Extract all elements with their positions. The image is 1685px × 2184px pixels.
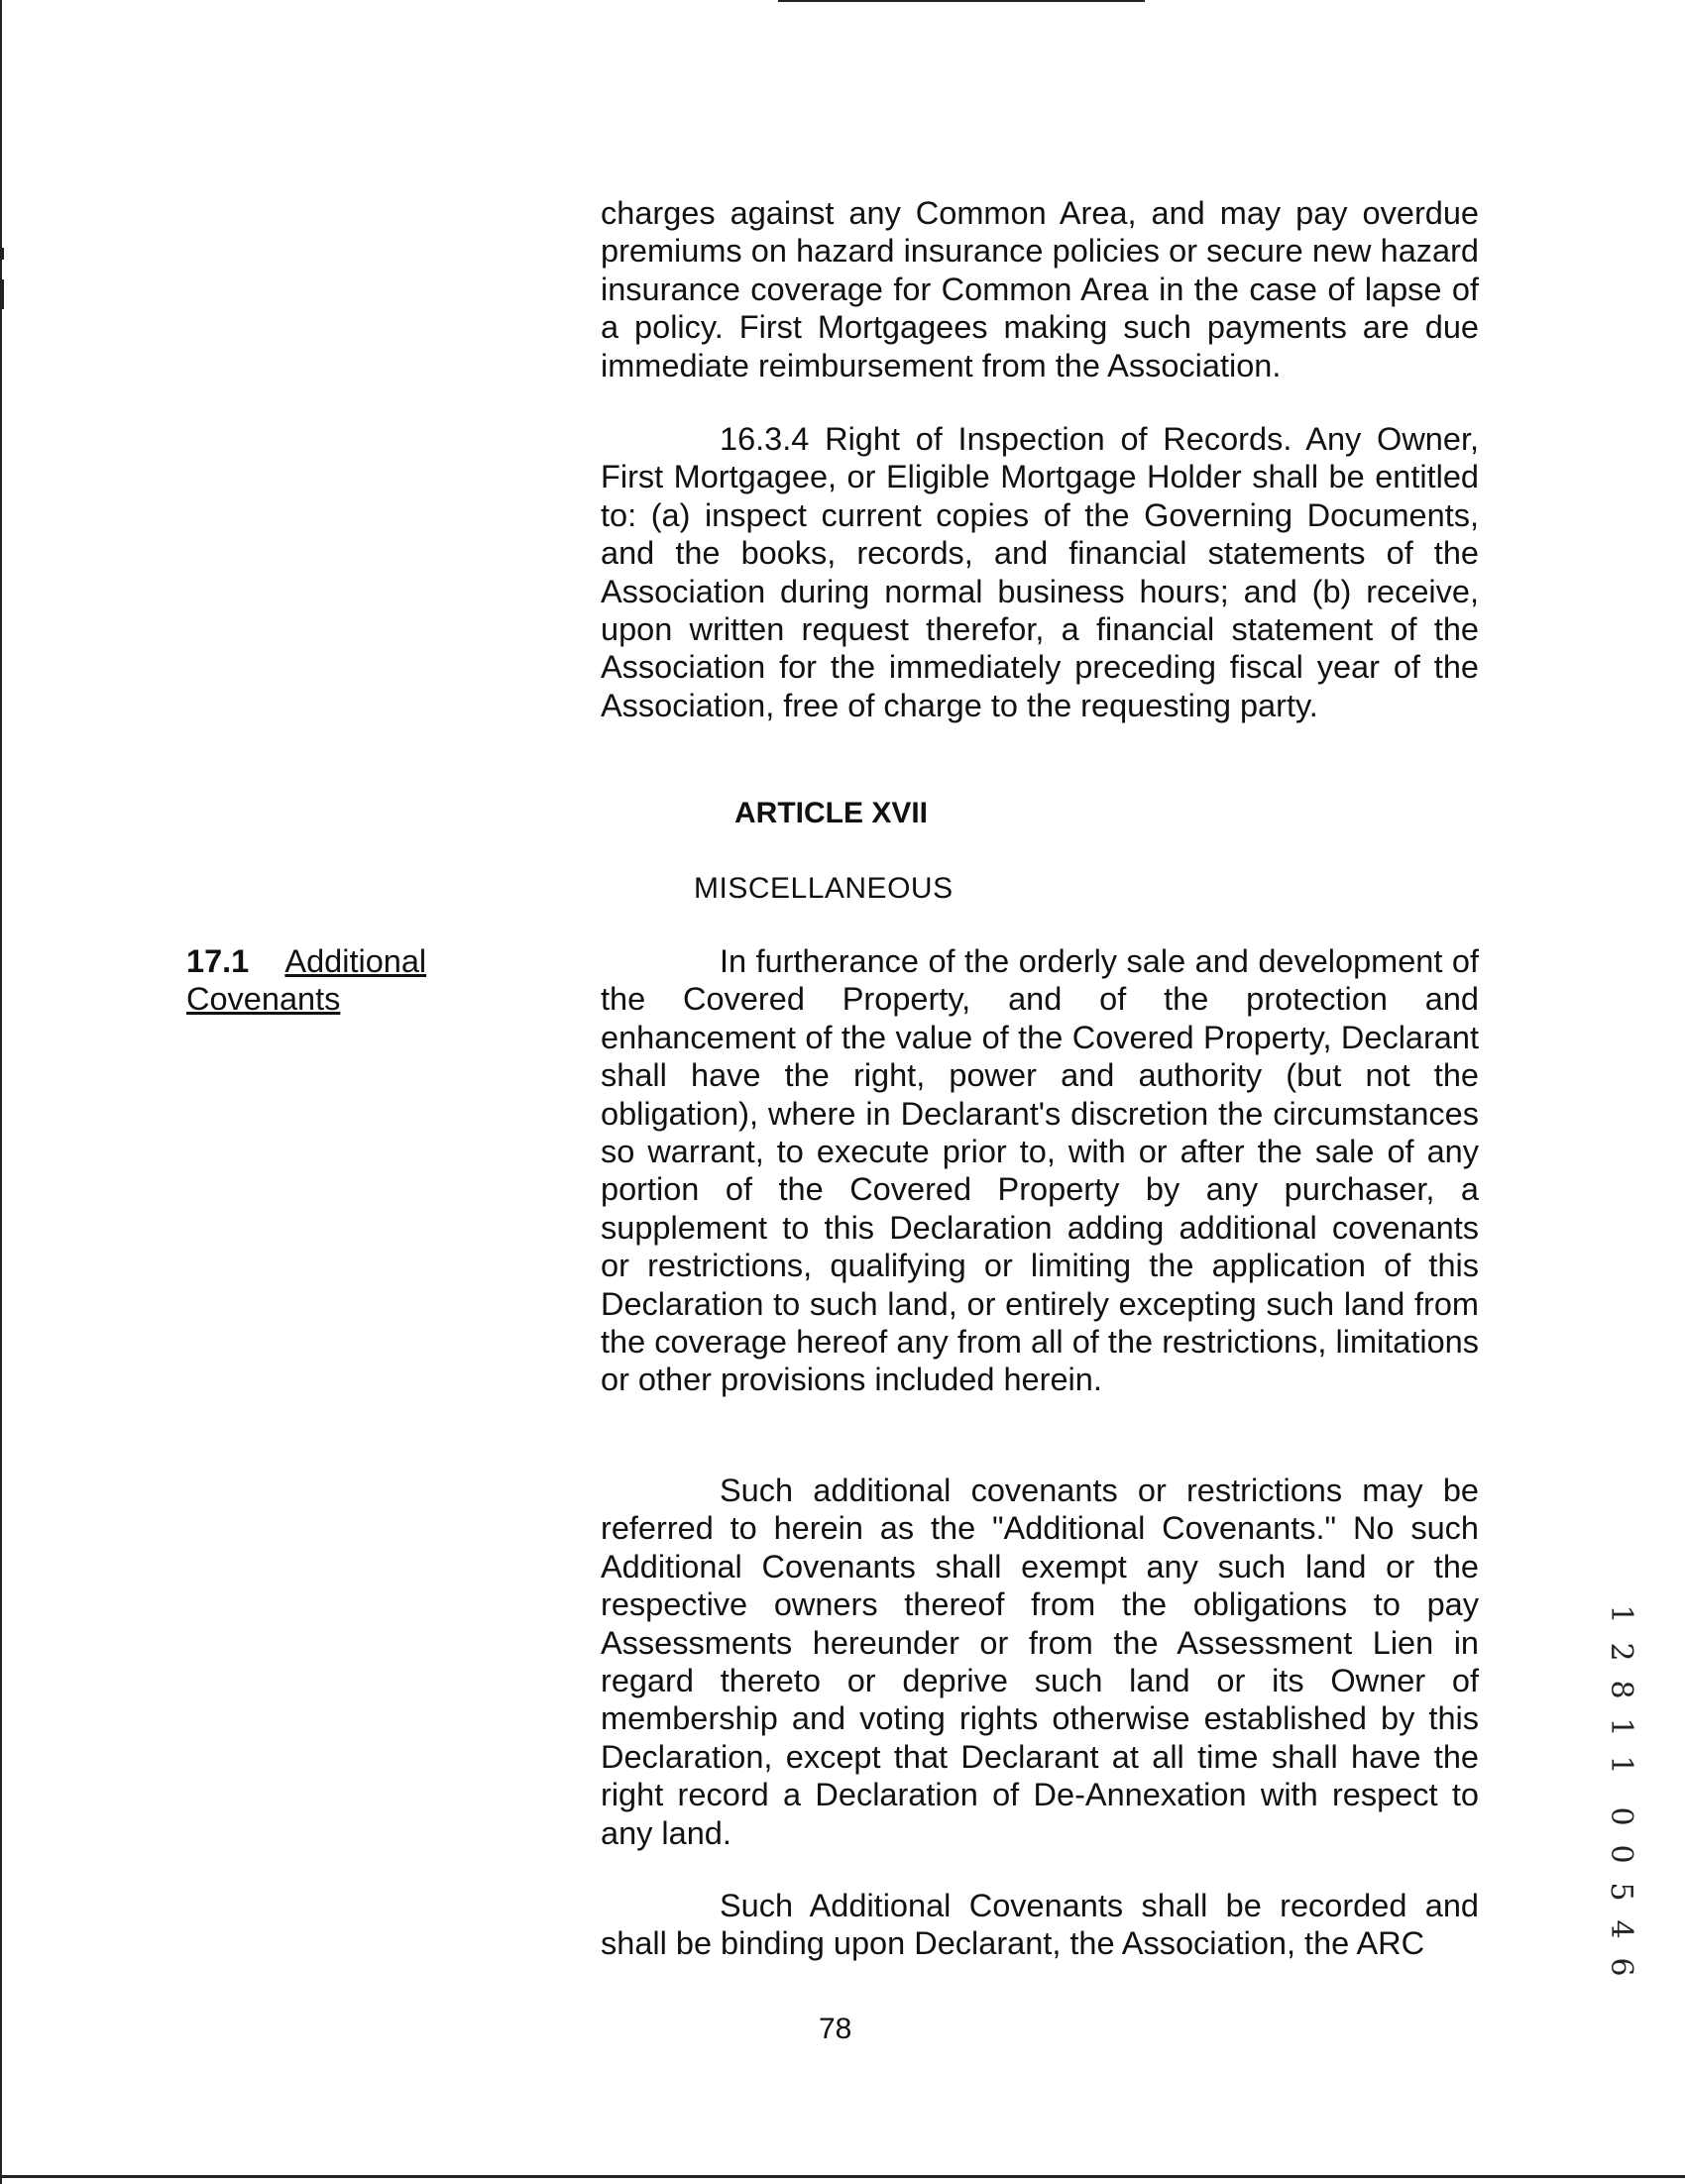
stamp-digit: 1 xyxy=(1604,1717,1638,1737)
paragraph-additional-covenants: In furtherance of the orderly sale and development of the Covered Property, and of the protection and enhancement of the value of the Covered Property, Declarant shall have the right, power and authority (but not the obligation), where in Declarant's discretion the circumstances so warrant, to execute prior to, with or after the sale of any portion of the Covered Property by any purchaser, a supplement to this Declaration adding additional covenants or restrictions, qualifying or limiting the application of this Declaration to such land, or entirely excepting such land from the coverage hereof any from all of the restrictions, limitations or other provisions included herein. xyxy=(601,943,1479,1398)
article-title: MISCELLANEOUS xyxy=(694,872,954,905)
stamp-digit: 6 xyxy=(1604,1957,1638,1977)
scan-edge-bottom xyxy=(0,2175,1685,2178)
paragraph-inspection-of-records: 16.3.4 Right of Inspection of Records. Any Owner, First Mortgagee, or Eligible Mortgage Holder shall be entitled to: (a) inspect current copies of the Governing Documents, and the books, records, and financial statements of the Association during normal business hours; and (b) receive, upon written request therefor, a financial statement of the Association for the immediately preceding fiscal year of the Association, free of charge to the requesting party. xyxy=(601,421,1479,723)
paragraph-mortgagee-payments: charges against any Common Area, and may pay overdue premiums on hazard insurance policies or secure new hazard insurance coverage for Common Area in the case of lapse of a policy. First Mortgagees making such payments are due immediate reimbursement from the Association. xyxy=(601,195,1479,383)
stamp-digit: 1 xyxy=(1604,1604,1638,1624)
scan-edge-left xyxy=(0,0,2,2184)
stamp-digit: 1 xyxy=(1604,1755,1638,1775)
paragraph-additional-covenants-definition: Such additional covenants or restrictions may be referred to herein as the "Additional Covenants." No such Additional Covenants shall exempt any such land or the respective owners thereof from the obligations to pay Assessments hereunder or from the Assessment Lien in regard thereto or deprive such land or its Owner of membership and voting rights otherwise established by this Declaration, except that Declarant at all time shall have the right record a Declaration of De-Annexation with respect to any land. xyxy=(601,1473,1479,1851)
section-number: 17.1 xyxy=(186,943,250,979)
scan-mark xyxy=(0,248,4,260)
paragraph-additional-covenants-recording: Such Additional Covenants shall be recorded and shall be binding upon Declarant, the Association, the ARC xyxy=(601,1888,1479,1962)
stamp-digit: 2 xyxy=(1604,1642,1638,1662)
section-title-line1: Additional xyxy=(284,943,427,979)
scan-edge-top xyxy=(778,0,1145,2)
section-title-line2: Covenants xyxy=(186,981,341,1018)
scan-mark xyxy=(0,279,4,309)
stamp-digit: 4 xyxy=(1604,1919,1638,1939)
article-number: ARTICLE XVII xyxy=(734,797,929,829)
section-label xyxy=(186,942,484,1019)
stamp-digit: 0 xyxy=(1604,1806,1638,1826)
stamp-digit: 5 xyxy=(1604,1882,1638,1902)
recording-stamp xyxy=(1596,1595,1645,1986)
stamp-digit: 0 xyxy=(1604,1844,1638,1864)
stamp-digit: 8 xyxy=(1604,1680,1638,1699)
page-number: 78 xyxy=(819,2013,852,2045)
